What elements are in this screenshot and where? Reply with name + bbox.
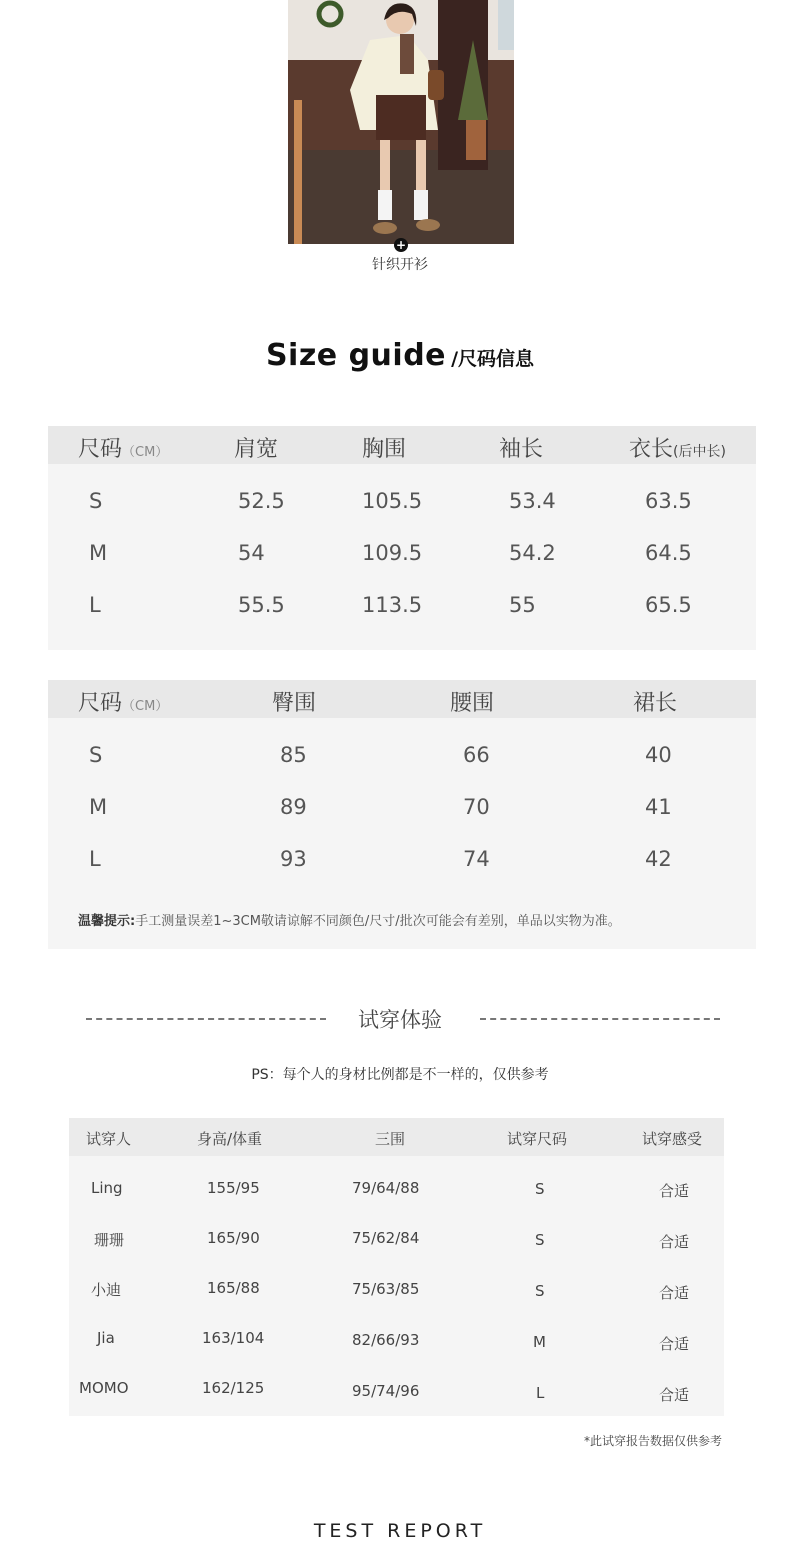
table-cell: 合适 — [659, 1335, 690, 1353]
table-cell: 82/66/93 — [352, 1331, 420, 1349]
plus-icon: + — [395, 238, 407, 252]
table-cell: 63.5 — [645, 489, 692, 513]
table-cell: 95/74/96 — [352, 1382, 420, 1400]
table-cell: 41 — [645, 795, 672, 819]
product-caption: 针织开衫 — [372, 257, 428, 273]
table-cell: 55.5 — [238, 593, 285, 617]
table-cell: MOMO — [79, 1379, 129, 1397]
table-cell: 合适 — [659, 1284, 690, 1302]
table-cell: 55 — [509, 593, 536, 617]
header-tried-size: 试穿尺码 — [507, 1130, 568, 1148]
unit-label: （CM） — [122, 699, 169, 714]
table-cell: 165/88 — [207, 1279, 260, 1297]
table-cell: 42 — [645, 847, 672, 871]
table-cell: L — [536, 1384, 545, 1402]
table-cell: 165/90 — [207, 1229, 260, 1247]
product-photo — [288, 0, 514, 244]
size-guide-title-cn: /尺码信息 — [451, 348, 535, 370]
table-cell: Ling — [91, 1179, 123, 1197]
measurement-tip — [78, 910, 621, 929]
tip-label: 温馨提示: — [78, 914, 136, 929]
table-cell: M — [89, 541, 108, 565]
size-guide-title — [0, 338, 800, 373]
header-size: 尺码（CM） — [78, 691, 169, 716]
table-cell: 70 — [463, 795, 490, 819]
table-cell: M — [533, 1333, 546, 1351]
table-cell: 75/62/84 — [352, 1229, 420, 1247]
table-cell: M — [89, 795, 108, 819]
table-cell: 163/104 — [202, 1329, 265, 1347]
table-cell: S — [535, 1180, 545, 1198]
try-on-ps: PS：每个人的身材比例都是不一样的，仅供参考 — [251, 1067, 549, 1083]
header-height-weight: 身高/体重 — [197, 1130, 263, 1148]
table-cell: 93 — [280, 847, 307, 871]
table-cell: Jia — [97, 1329, 115, 1347]
table-cell: S — [535, 1231, 545, 1249]
header-sleeve: 袖长 — [499, 437, 544, 462]
table-cell: 40 — [645, 743, 672, 767]
table-cell: 66 — [463, 743, 490, 767]
table-cell: 113.5 — [362, 593, 423, 617]
table-cell: L — [89, 847, 101, 871]
header-shoulder: 肩宽 — [234, 437, 279, 462]
table-cell: 合适 — [659, 1182, 690, 1200]
unit-label: （CM） — [122, 445, 169, 460]
table-cell: 53.4 — [509, 489, 556, 513]
header-chest: 胸围 — [362, 437, 407, 462]
header-tester: 试穿人 — [86, 1130, 132, 1148]
table-cell: 105.5 — [362, 489, 423, 513]
table-cell: 89 — [280, 795, 307, 819]
table-cell: 64.5 — [645, 541, 692, 565]
table-cell: 75/63/85 — [352, 1280, 420, 1298]
divider-right — [480, 1018, 720, 1020]
table-cell: S — [89, 743, 103, 767]
length-note: (后中长) — [673, 444, 726, 460]
table-cell: 74 — [463, 847, 490, 871]
size-guide-title-en: Size guide — [265, 338, 447, 373]
try-on-table — [69, 1118, 724, 1416]
table-cell: 79/64/88 — [352, 1179, 420, 1197]
try-on-title: 试穿体验 — [358, 1008, 442, 1032]
footer-title: TEST REPORT — [313, 1520, 487, 1542]
table-cell: 109.5 — [362, 541, 423, 565]
header-size: 尺码（CM） — [78, 437, 169, 462]
table-cell: 65.5 — [645, 593, 692, 617]
table-cell: 54 — [238, 541, 265, 565]
table-cell: S — [535, 1282, 545, 1300]
table-cell: 52.5 — [238, 489, 285, 513]
header-length: 衣长(后中长) — [629, 437, 726, 462]
header-fit: 试穿感受 — [642, 1130, 703, 1148]
table-cell: 155/95 — [207, 1179, 260, 1197]
table-cell: 85 — [280, 743, 307, 767]
table-cell: S — [89, 489, 103, 513]
header-measurements: 三围 — [375, 1130, 406, 1148]
divider-left — [86, 1018, 326, 1020]
table-cell: 合适 — [659, 1386, 690, 1404]
table-cell: 小迪 — [91, 1281, 122, 1299]
try-on-note: *此试穿报告数据仅供参考 — [583, 1434, 722, 1448]
header-skirt-length: 裙长 — [633, 691, 678, 716]
header-hip: 臀围 — [272, 691, 317, 716]
table-cell: 54.2 — [509, 541, 556, 565]
tip-text: 手工测量误差1~3CM敬请谅解不同颜色/尺寸/批次可能会有差别，单品以实物为准。 — [135, 914, 621, 929]
table-cell: 珊珊 — [94, 1231, 125, 1249]
table-cell: 合适 — [659, 1233, 690, 1251]
header-waist: 腰围 — [450, 691, 495, 716]
table-cell: L — [89, 593, 101, 617]
table-cell: 162/125 — [202, 1379, 265, 1397]
